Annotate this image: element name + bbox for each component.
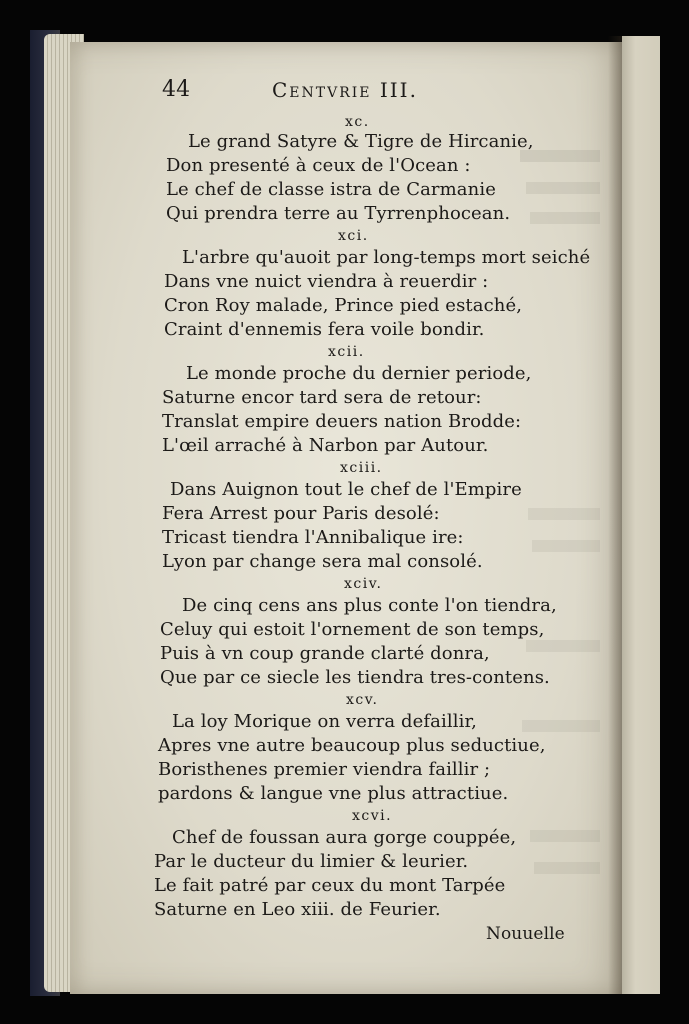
verse-line: Le fait patré par ceux du mont Tarpée	[154, 875, 506, 896]
quatrain-number: xc.	[345, 114, 370, 130]
running-title: Centvrie III.	[272, 78, 418, 102]
verse-line: Translat empire deuers nation Brodde:	[162, 411, 522, 432]
verse-line: La loy Morique on verra defaillir,	[172, 711, 477, 732]
verse-line: Le grand Satyre & Tigre de Hircanie,	[188, 131, 534, 152]
quatrain-number: xcii.	[328, 344, 365, 360]
verse-line: De cinq cens ans plus conte l'on tiendra,	[182, 595, 557, 616]
verse-line: Que par ce siecle les tiendra tres-contens.	[160, 667, 550, 688]
verse-line: Apres vne autre beaucoup plus seductiue,	[158, 735, 546, 756]
verse-line: Craint d'ennemis fera voile bondir.	[164, 319, 485, 340]
quatrain-number: xci.	[338, 228, 369, 244]
verse-line: L'œil arraché à Narbon par Autour.	[162, 435, 489, 456]
verse-line: Dans vne nuict viendra à reuerdir :	[164, 271, 489, 292]
verse-line: Don presenté à ceux de l'Ocean :	[166, 155, 471, 176]
verse-line: Puis à vn coup grande clarté donra,	[160, 643, 490, 664]
quatrain-number: xcvi.	[352, 808, 393, 824]
verse-line: Saturne encor tard sera de retour:	[162, 387, 482, 408]
verse-line: Fera Arrest pour Paris desolé:	[162, 503, 440, 524]
verse-line: Saturne en Leo xiii. de Feurier.	[154, 899, 441, 920]
verse-line: Tricast tiendra l'Annibalique ire:	[162, 527, 464, 548]
verse-line: Le monde proche du dernier periode,	[186, 363, 532, 384]
page-number: 44	[162, 77, 191, 102]
verse-line: Celuy qui estoit l'ornement de son temps,	[160, 619, 545, 640]
verse-line: Dans Auignon tout le chef de l'Empire	[170, 479, 522, 500]
verse-line: Lyon par change sera mal consolé.	[162, 551, 483, 572]
verse-line: Le chef de classe istra de Carmanie	[166, 179, 496, 200]
catchword: Nouuelle	[486, 924, 565, 944]
verse-line: Cron Roy malade, Prince pied estaché,	[164, 295, 523, 316]
verse-line: pardons & langue vne plus attractiue.	[158, 783, 509, 804]
quatrain-number: xciii.	[340, 460, 383, 476]
verse-line: Boristhenes premier viendra faillir ;	[158, 759, 491, 780]
verse-line: L'arbre qu'auoit par long-temps mort seiché	[182, 247, 591, 268]
facing-page-edge	[622, 36, 660, 994]
verse-line: Chef de foussan aura gorge couppée,	[172, 827, 517, 848]
verse-line: Qui prendra terre au Tyrrenphocean.	[166, 203, 511, 224]
verse-line: Par le ducteur du limier & leurier.	[154, 851, 469, 872]
quatrain-number: xcv.	[346, 692, 379, 708]
quatrain-number: xciv.	[344, 576, 383, 592]
